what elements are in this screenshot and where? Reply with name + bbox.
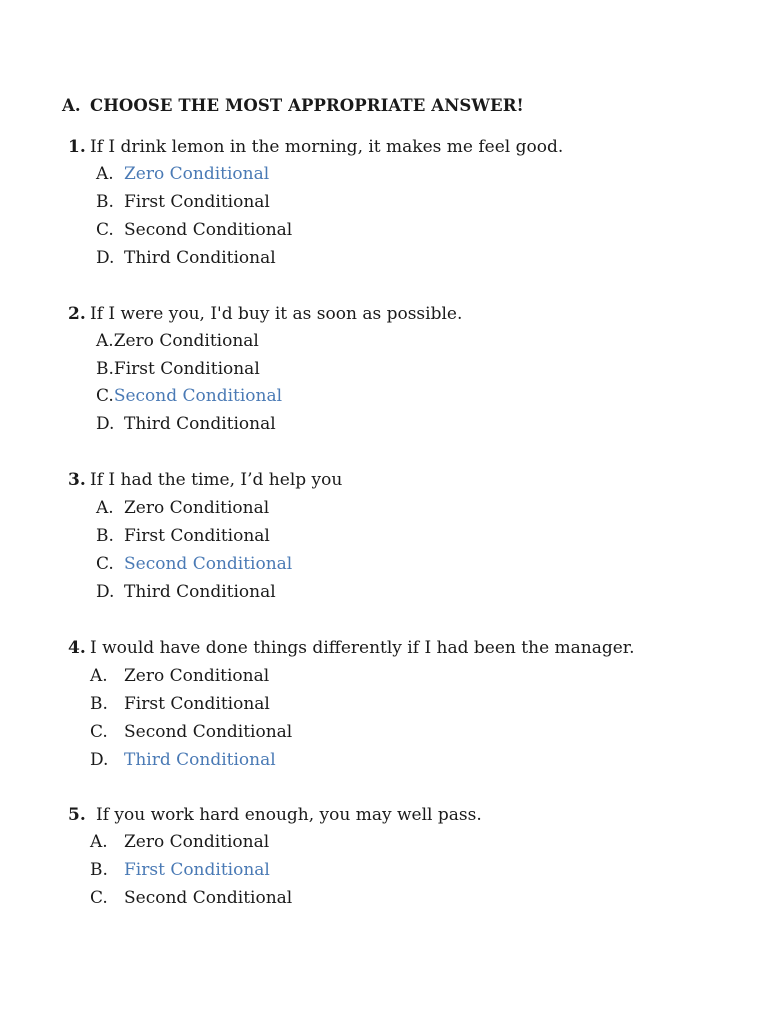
question-3	[68, 470, 342, 490]
option-letter: C.	[96, 220, 114, 240]
option-text: First Conditional	[124, 192, 270, 212]
question-text: If I drink lemon in the morning, it makes me feel good.	[90, 137, 564, 157]
question-1	[68, 137, 563, 157]
question-text: I would have done things differently if I had been the manager.	[90, 638, 635, 658]
q5-option-a[interactable]	[90, 832, 269, 852]
option-text: Zero Conditional	[124, 498, 270, 518]
option-letter: B.	[90, 694, 108, 714]
q3-option-c[interactable]	[96, 554, 292, 574]
option-text: Third Conditional	[124, 414, 276, 434]
option-letter: B.	[96, 359, 114, 379]
option-letter: C.	[90, 888, 108, 908]
option-letter: D.	[90, 750, 109, 770]
option-letter: B.	[90, 860, 108, 880]
q3-option-a[interactable]	[96, 498, 269, 518]
option-text: Second Conditional	[124, 888, 293, 908]
option-letter: D.	[96, 248, 115, 268]
option-letter: D.	[96, 582, 115, 602]
q3-option-b[interactable]	[96, 526, 270, 546]
question-number: 4.	[68, 638, 86, 658]
option-letter: A.	[96, 331, 114, 351]
option-text: Second Conditional	[124, 722, 293, 742]
option-letter: C.	[90, 722, 108, 742]
option-text: First Conditional	[113, 359, 260, 379]
option-text: Second Conditional	[113, 386, 283, 406]
option-letter: B.	[96, 192, 114, 212]
option-text: Third Conditional	[124, 248, 276, 268]
q4-option-c[interactable]	[90, 722, 292, 742]
q3-option-d[interactable]	[96, 582, 276, 602]
option-text: Zero Conditional	[124, 832, 270, 852]
q4-option-a[interactable]	[90, 666, 269, 686]
q2-option-c[interactable]	[96, 386, 282, 406]
section-heading	[62, 96, 524, 115]
question-text: If you work hard enough, you may well pass.	[96, 805, 482, 825]
option-text: Zero Conditional	[124, 666, 270, 686]
option-text: Second Conditional	[124, 554, 293, 574]
q2-option-b[interactable]	[96, 359, 260, 379]
option-text: Zero Conditional	[113, 331, 259, 351]
option-text: First Conditional	[124, 860, 270, 880]
q4-option-b[interactable]	[90, 694, 270, 714]
question-number: 2.	[68, 304, 86, 324]
section-letter: A.	[62, 96, 81, 115]
q1-option-d[interactable]	[96, 248, 276, 268]
option-text: Zero Conditional	[124, 164, 270, 184]
question-number: 3.	[68, 470, 86, 490]
q1-option-b[interactable]	[96, 192, 270, 212]
option-text: First Conditional	[124, 694, 270, 714]
option-letter: C.	[96, 554, 114, 574]
q1-option-a[interactable]	[96, 164, 269, 184]
option-letter: A.	[90, 666, 108, 686]
q5-option-c[interactable]	[90, 888, 292, 908]
question-number: 1.	[68, 137, 86, 157]
question-5	[68, 805, 482, 825]
option-text: Second Conditional	[124, 220, 293, 240]
option-letter: A.	[90, 832, 108, 852]
question-2	[68, 304, 462, 324]
section-title: CHOOSE THE MOST APPROPRIATE ANSWER!	[90, 96, 524, 115]
question-text: If I were you, I'd buy it as soon as possible.	[90, 304, 463, 324]
option-letter: C.	[96, 386, 114, 406]
option-text: Third Conditional	[124, 582, 276, 602]
question-4	[68, 638, 634, 658]
q4-option-d[interactable]	[90, 750, 276, 770]
q1-option-c[interactable]	[96, 220, 292, 240]
q5-option-b[interactable]	[90, 860, 270, 880]
question-number: 5.	[68, 805, 86, 825]
option-letter: A.	[96, 164, 114, 184]
option-text: First Conditional	[124, 526, 270, 546]
q2-option-a[interactable]	[96, 331, 259, 351]
option-letter: A.	[96, 498, 114, 518]
option-letter: D.	[96, 414, 115, 434]
question-text: If I had the time, I’d help you	[90, 470, 343, 490]
option-text: Third Conditional	[124, 750, 276, 770]
option-letter: B.	[96, 526, 114, 546]
q2-option-d[interactable]	[96, 414, 276, 434]
